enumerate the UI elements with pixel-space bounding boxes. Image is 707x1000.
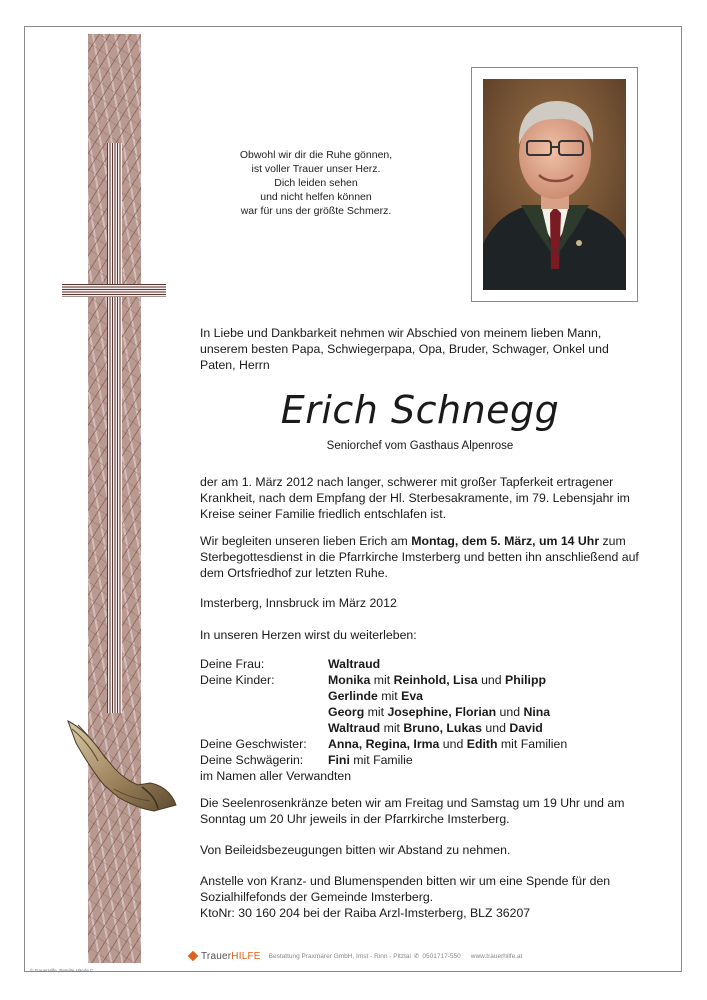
family-name: Bruno, Lukas — [403, 721, 482, 735]
poem — [196, 148, 436, 218]
funeral-text: Wir begleiten unseren lieben Erich am — [200, 534, 412, 548]
relatives-line: im Namen aller Verwandten — [200, 769, 352, 783]
donation-line: KtoNr: 30 160 204 bei der Raiba Arzl-Imsterberg, BLZ 36207 — [200, 906, 531, 920]
family-label: Deine Schwägerin: — [200, 753, 304, 767]
portrait-photo — [483, 79, 626, 290]
family-row — [200, 656, 640, 672]
place-date: Imsterberg, Innsbruck im März 2012 — [200, 596, 397, 610]
family-label: Deine Geschwister: — [200, 737, 307, 751]
portrait-frame — [471, 67, 638, 302]
family-row — [200, 672, 640, 688]
family-row — [200, 736, 640, 752]
poem-line: Dich leiden sehen — [274, 177, 358, 189]
family-name: Waltraud — [328, 657, 381, 671]
family-name: Nina — [523, 705, 551, 719]
family-name: Philipp — [505, 673, 547, 687]
praying-hands-icon — [58, 713, 178, 813]
family-name: Anna, Regina, Irma — [328, 737, 440, 751]
condolence-notice: Von Beileidsbezeugungen bitten wir Abstand zu nehmen. — [200, 843, 511, 857]
family-name: David — [509, 721, 543, 735]
poem-line: war für uns der größte Schmerz. — [240, 205, 392, 217]
poem-line: und nicht helfen können — [260, 191, 372, 203]
funeral-date: Montag, dem 5. März, um 14 Uhr — [411, 534, 600, 548]
footer-phone: 0501717-550 — [422, 952, 461, 960]
family-name: Gerlinde — [328, 689, 378, 703]
portrait-illustration — [483, 79, 626, 290]
family-name: Edith — [466, 737, 498, 751]
family-connector: mit Familie — [349, 753, 413, 767]
family-connector: mit — [380, 721, 404, 735]
family-label — [200, 704, 328, 720]
funeral-notice — [200, 533, 640, 581]
family-connector: mit — [370, 673, 394, 687]
family-connector: und — [496, 705, 524, 719]
poem-line: ist voller Trauer unser Herz. — [251, 163, 381, 175]
family-label: Deine Frau: — [200, 657, 265, 671]
family-label — [200, 720, 328, 736]
death-notice: der am 1. März 2012 nach langer, schwerer mit großer Tapferkeit ertragener Krankheit, nach dem Empfang der Hl. Sterbesakramente, im 79. Lebensjahr im Kreise seiner Familie friedlich entschlafen ist. — [200, 475, 630, 521]
family-connector: und — [481, 721, 510, 735]
trauerhilfe-logo — [201, 951, 261, 962]
funeral-text: zum Sterbegottesdienst in die Pfarrkirche Imsterberg und betten ihn anschließend auf dem Ortsfriedhof zur letzten Ruhe. — [200, 534, 639, 580]
family-label: Deine Kinder: — [200, 673, 275, 687]
footer-url[interactable]: www.trauerhilfe.at — [470, 952, 523, 960]
family-name: Reinhold, Lisa — [393, 673, 478, 687]
family-name: Josephine, Florian — [387, 705, 497, 719]
deceased-subtitle: Seniorchef vom Gasthaus Alpenrose — [326, 440, 514, 452]
cross-vertical-beam — [107, 143, 122, 713]
family-row — [200, 688, 640, 704]
donation-notice — [200, 873, 640, 921]
family-connector: und — [477, 673, 506, 687]
copyright-note: © TrauerHilfe „Beteilte Hände I“ — [30, 968, 93, 973]
family-name: Waltraud — [328, 721, 381, 735]
intro-text: In Liebe und Dankbarkeit nehmen wir Abschied von meinem lieben Mann, unserem besten Papa, Schwiegerpapa, Opa, Bruder, Schwager, Onkel und Paten, Herrn — [200, 326, 609, 372]
family-name: Georg — [328, 705, 365, 719]
family-connector: und — [439, 737, 467, 751]
family-connector: mit Familien — [497, 737, 568, 751]
rosary-notice: Die Seelenrosenkränze beten wir am Freitag und Samstag um 19 Uhr und am Sonntag um 20 Uhr jeweils in der Pfarrkirche Imsterberg. — [200, 796, 625, 826]
trauerhilfe-logo-icon — [188, 951, 199, 962]
family-label — [200, 688, 328, 704]
family-list — [200, 656, 640, 784]
family-connector: mit — [364, 705, 388, 719]
family-connector: mit — [377, 689, 402, 703]
logo-text-part: HILFE — [231, 950, 261, 962]
family-name: Monika — [328, 673, 371, 687]
hearts-line: In unseren Herzen wirst du weiterleben: — [200, 628, 417, 642]
cross-horizontal-beam — [62, 284, 166, 297]
footer — [188, 949, 522, 963]
donation-line: Sozialhilfefonds der Gemeinde Imsterberg. — [200, 890, 434, 904]
family-name: Eva — [401, 689, 424, 703]
family-row — [200, 752, 640, 768]
family-row — [200, 768, 640, 784]
family-name: Fini — [328, 753, 350, 767]
footer-company: Bestattung Praxmarer GmbH, Imst - Rinn - Pitztal — [268, 952, 411, 960]
family-row — [200, 704, 640, 720]
donation-line: Anstelle von Kranz- und Blumenspenden bitten wir um eine Spende für den — [200, 874, 611, 888]
poem-line: Obwohl wir dir die Ruhe gönnen, — [239, 149, 393, 161]
deceased-name: Erich Schnegg — [280, 388, 560, 432]
family-row — [200, 720, 640, 736]
logo-text-part: Trauer — [201, 950, 232, 962]
phone-icon: ✆ — [413, 953, 420, 960]
